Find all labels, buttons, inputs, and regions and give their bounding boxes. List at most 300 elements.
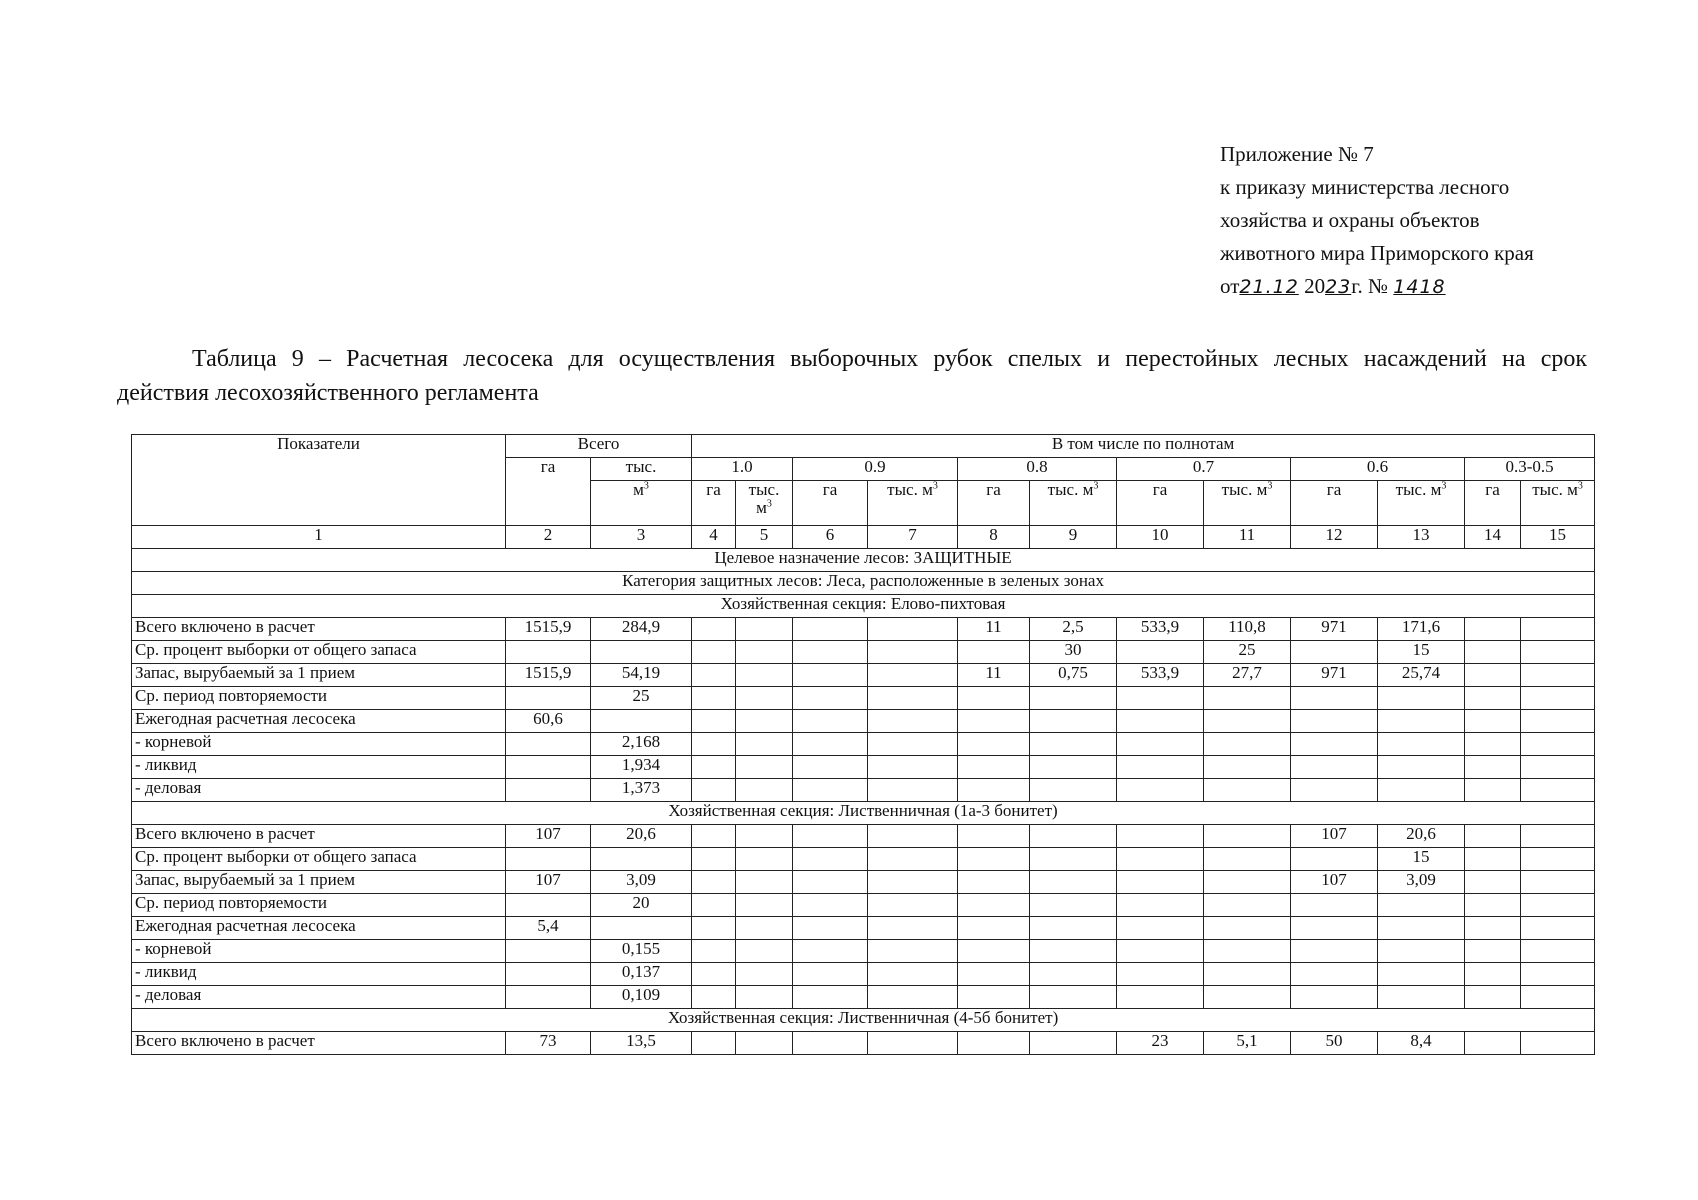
table-cell <box>1117 940 1204 963</box>
table-cell <box>958 687 1030 710</box>
table-row <box>132 825 1595 848</box>
column-number: 14 <box>1465 526 1521 549</box>
table-cell: 971 <box>1291 664 1378 687</box>
table-cell <box>1117 894 1204 917</box>
table-cell <box>1204 940 1291 963</box>
appendix-title: Приложение № 7 <box>1220 142 1374 166</box>
date-prefix: от <box>1220 274 1240 298</box>
header-unit-ha: га <box>1117 481 1204 526</box>
table-row <box>132 664 1595 687</box>
table-cell: 107 <box>1291 825 1378 848</box>
table-cell <box>868 618 958 641</box>
table-cell <box>958 917 1030 940</box>
handwritten-year: 23 <box>1325 276 1352 298</box>
table-cell: 971 <box>1291 618 1378 641</box>
appendix-line: хозяйства и охраны объектов <box>1220 208 1480 232</box>
table-cell <box>1204 986 1291 1009</box>
table-cell: 23 <box>1117 1032 1204 1055</box>
table-cell <box>1378 917 1465 940</box>
header-density: 0.3-0.5 <box>1465 458 1595 481</box>
table-row <box>132 986 1595 1009</box>
table-cell <box>506 733 591 756</box>
forest-category: Категория защитных лесов: Леса, расположенные в зеленых зонах <box>132 572 1595 595</box>
table-cell <box>1465 1032 1521 1055</box>
row-label: - деловая <box>132 779 506 802</box>
table-row <box>132 871 1595 894</box>
table-cell <box>1204 756 1291 779</box>
table-cell <box>958 963 1030 986</box>
table-cell <box>793 733 868 756</box>
column-number: 1 <box>132 526 506 549</box>
table-cell <box>736 641 793 664</box>
column-number: 11 <box>1204 526 1291 549</box>
table-cell <box>958 986 1030 1009</box>
table-cell <box>1117 986 1204 1009</box>
column-number: 13 <box>1378 526 1465 549</box>
section-title: Хозяйственная секция: Елово-пихтовая <box>132 595 1595 618</box>
table-cell <box>1030 894 1117 917</box>
appendix-line: животного мира Приморского края <box>1220 241 1534 265</box>
header-unit-ha: га <box>1291 481 1378 526</box>
table-cell <box>793 664 868 687</box>
table-cell <box>1465 825 1521 848</box>
table-cell: 0,155 <box>591 940 692 963</box>
table-cell <box>692 618 736 641</box>
table-cell <box>1521 733 1595 756</box>
row-label: Ежегодная расчетная лесосека <box>132 917 506 940</box>
table-cell <box>692 986 736 1009</box>
table-cell <box>868 756 958 779</box>
column-number: 12 <box>1291 526 1378 549</box>
table-cell <box>1117 963 1204 986</box>
table-cell <box>868 917 958 940</box>
table-cell <box>1117 917 1204 940</box>
table-cell <box>1465 641 1521 664</box>
table-cell <box>1521 848 1595 871</box>
table-cell: 20,6 <box>1378 825 1465 848</box>
table-cell <box>1030 986 1117 1009</box>
column-number: 8 <box>958 526 1030 549</box>
table-cell <box>1117 710 1204 733</box>
table-cell <box>506 687 591 710</box>
row-label: Ежегодная расчетная лесосека <box>132 710 506 733</box>
header-unit-ha: га <box>1465 481 1521 526</box>
table-cell <box>506 779 591 802</box>
table-cell: 171,6 <box>1378 618 1465 641</box>
table-row <box>132 710 1595 733</box>
table-cell: 2,168 <box>591 733 692 756</box>
table-cell <box>793 986 868 1009</box>
header-by-density: В том числе по полнотам <box>692 435 1595 458</box>
table-cell <box>793 917 868 940</box>
header-density: 0.6 <box>1291 458 1465 481</box>
table-cell <box>736 618 793 641</box>
table-cell <box>1521 963 1595 986</box>
row-label: Всего включено в расчет <box>132 618 506 641</box>
table-cell <box>958 894 1030 917</box>
table-cell: 54,19 <box>591 664 692 687</box>
table-cell <box>736 986 793 1009</box>
table-cell <box>1465 871 1521 894</box>
table-cell <box>793 710 868 733</box>
table-cell <box>692 641 736 664</box>
table-cell <box>1465 986 1521 1009</box>
table-cell: 25,74 <box>1378 664 1465 687</box>
table-cell <box>1378 894 1465 917</box>
appendix-line: к приказу министерства лесного <box>1220 175 1510 199</box>
table-cell: 8,4 <box>1378 1032 1465 1055</box>
table-cell <box>1117 871 1204 894</box>
column-number: 6 <box>793 526 868 549</box>
table-cell <box>591 917 692 940</box>
table-cell <box>1521 687 1595 710</box>
table-cell <box>793 779 868 802</box>
table-cell <box>506 641 591 664</box>
table-cell <box>868 710 958 733</box>
row-label: - корневой <box>132 940 506 963</box>
table-cell <box>1465 848 1521 871</box>
row-label: Всего включено в расчет <box>132 1032 506 1055</box>
column-number: 3 <box>591 526 692 549</box>
table-cell <box>1465 963 1521 986</box>
table-cell <box>793 894 868 917</box>
table-cell: 0,137 <box>591 963 692 986</box>
table-cell <box>1204 733 1291 756</box>
table-row <box>132 848 1595 871</box>
table-cell <box>736 848 793 871</box>
table-cell <box>793 871 868 894</box>
table-cell <box>1030 871 1117 894</box>
row-label: Ср. процент выборки от общего запаса <box>132 848 506 871</box>
table-cell: 11 <box>958 664 1030 687</box>
table-cell <box>1521 894 1595 917</box>
table-cell: 107 <box>506 825 591 848</box>
table-cell <box>868 1032 958 1055</box>
table-cell: 107 <box>506 871 591 894</box>
table-row <box>132 963 1595 986</box>
table-cell <box>1521 940 1595 963</box>
row-label: Всего включено в расчет <box>132 825 506 848</box>
table-cell: 15 <box>1378 848 1465 871</box>
table-cell <box>1030 733 1117 756</box>
table-cell <box>736 825 793 848</box>
table-row <box>132 618 1595 641</box>
table-cell <box>692 687 736 710</box>
table-cell <box>958 641 1030 664</box>
table-cell <box>1465 756 1521 779</box>
table-cell <box>868 687 958 710</box>
table-cell <box>1204 710 1291 733</box>
table-cell <box>1030 848 1117 871</box>
table-cell <box>506 940 591 963</box>
table-cell <box>958 779 1030 802</box>
table-cell <box>1204 917 1291 940</box>
table-cell <box>1465 940 1521 963</box>
table-cell: 25 <box>1204 641 1291 664</box>
table-cell <box>1030 756 1117 779</box>
table-cell <box>958 871 1030 894</box>
table-cell <box>1291 733 1378 756</box>
table-cell <box>958 848 1030 871</box>
header-unit-ha: га <box>692 481 736 526</box>
table-cell: 73 <box>506 1032 591 1055</box>
table-row <box>132 779 1595 802</box>
table-cell <box>1291 917 1378 940</box>
caption-line-1: Таблица 9 – Расчетная лесосека для осуществления выборочных рубок спелых и перестойных лесных насаждений на срок <box>192 346 1587 372</box>
table-cell <box>1030 1032 1117 1055</box>
table-cell <box>1204 963 1291 986</box>
table-cell <box>1204 871 1291 894</box>
column-number: 7 <box>868 526 958 549</box>
table-cell <box>692 871 736 894</box>
table-cell <box>1117 641 1204 664</box>
row-label: Запас, вырубаемый за 1 прием <box>132 871 506 894</box>
table-cell <box>1030 687 1117 710</box>
table-cell: 20 <box>591 894 692 917</box>
table-cell <box>1291 641 1378 664</box>
table-row <box>132 641 1595 664</box>
table-cell <box>793 618 868 641</box>
table-cell: 0,75 <box>1030 664 1117 687</box>
table-cell <box>692 917 736 940</box>
table-cell <box>1521 618 1595 641</box>
header-density: 0.7 <box>1117 458 1291 481</box>
table-caption <box>117 342 1587 410</box>
table-cell <box>1521 917 1595 940</box>
table-cell: 533,9 <box>1117 618 1204 641</box>
table-cell <box>692 1032 736 1055</box>
table-cell <box>1465 894 1521 917</box>
table-cell <box>736 963 793 986</box>
header-total-ha: га <box>506 458 591 526</box>
header-density: 0.8 <box>958 458 1117 481</box>
table-cell: 1,934 <box>591 756 692 779</box>
header-unit-m3: $м^3$ <box>591 481 692 526</box>
table-cell <box>1465 664 1521 687</box>
table-cell <box>692 664 736 687</box>
table-cell <box>1030 917 1117 940</box>
table-cell <box>868 986 958 1009</box>
table-cell: 533,9 <box>1117 664 1204 687</box>
table-cell <box>1465 687 1521 710</box>
table-cell <box>1204 779 1291 802</box>
header-unit-thous-m3: тыс. $м^3$ <box>736 481 793 526</box>
table-row <box>132 687 1595 710</box>
header-unit-thous-m3: тыс. $м^3$ <box>1204 481 1291 526</box>
header-unit-thous-m3: тыс. $м^3$ <box>1030 481 1117 526</box>
table-cell <box>1030 963 1117 986</box>
table-cell <box>736 664 793 687</box>
table-cell <box>793 756 868 779</box>
table-cell <box>868 963 958 986</box>
table-cell <box>1521 756 1595 779</box>
table-cell <box>1117 825 1204 848</box>
table-cell <box>958 1032 1030 1055</box>
header-total-thous: тыс. <box>591 458 692 481</box>
header-indicators: Показатели <box>132 435 506 526</box>
table-cell <box>958 825 1030 848</box>
table-cell: 30 <box>1030 641 1117 664</box>
table-cell <box>1521 664 1595 687</box>
table-cell <box>793 963 868 986</box>
table-cell <box>1291 894 1378 917</box>
table-cell <box>1291 940 1378 963</box>
table-cell: 15 <box>1378 641 1465 664</box>
row-label: Ср. процент выборки от общего запаса <box>132 641 506 664</box>
row-label: Ср. период повторяемости <box>132 894 506 917</box>
section-title: Хозяйственная секция: Лиственничная (1а-3 бонитет) <box>132 802 1595 825</box>
table-cell <box>1465 710 1521 733</box>
table-cell <box>1204 825 1291 848</box>
table-cell <box>1521 779 1595 802</box>
table-cell <box>736 710 793 733</box>
table-cell <box>868 641 958 664</box>
table-cell <box>1465 917 1521 940</box>
table-cell <box>506 756 591 779</box>
table-row <box>132 917 1595 940</box>
header-density: 1.0 <box>692 458 793 481</box>
table-cell <box>692 963 736 986</box>
table-cell <box>868 664 958 687</box>
table-cell <box>1030 779 1117 802</box>
header-unit-thous-m3: тыс. $м^3$ <box>868 481 958 526</box>
row-label: Ср. период повторяемости <box>132 687 506 710</box>
column-number: 9 <box>1030 526 1117 549</box>
section-title: Хозяйственная секция: Лиственничная (4-5б бонитет) <box>132 1009 1595 1032</box>
table-cell <box>1030 825 1117 848</box>
table-row <box>132 733 1595 756</box>
table-cell <box>1291 963 1378 986</box>
table-cell: 0,109 <box>591 986 692 1009</box>
table-cell <box>958 940 1030 963</box>
table-cell <box>1291 848 1378 871</box>
column-number: 2 <box>506 526 591 549</box>
header-unit-thous-m3: тыс. $м^3$ <box>1521 481 1595 526</box>
table-cell <box>1291 986 1378 1009</box>
row-label: - деловая <box>132 986 506 1009</box>
table-cell <box>506 848 591 871</box>
table-cell: 27,7 <box>1204 664 1291 687</box>
handwritten-order-number: 1418 <box>1393 276 1446 298</box>
table-cell <box>1521 825 1595 848</box>
column-number: 15 <box>1521 526 1595 549</box>
table-cell: 11 <box>958 618 1030 641</box>
column-number-row <box>132 526 1595 549</box>
table-cell <box>1291 756 1378 779</box>
row-label: - ликвид <box>132 963 506 986</box>
table-cell: 110,8 <box>1204 618 1291 641</box>
row-label: - корневой <box>132 733 506 756</box>
table-cell <box>1521 710 1595 733</box>
column-number: 10 <box>1117 526 1204 549</box>
table-cell: 5,1 <box>1204 1032 1291 1055</box>
table-cell <box>1465 733 1521 756</box>
header-unit-ha: га <box>793 481 868 526</box>
table-cell <box>692 940 736 963</box>
table-cell <box>736 894 793 917</box>
table-cell <box>868 733 958 756</box>
table-cell <box>1117 756 1204 779</box>
table-row <box>132 1032 1595 1055</box>
table-cell <box>1291 779 1378 802</box>
table-cell <box>1521 641 1595 664</box>
table-cell <box>736 1032 793 1055</box>
header-density: 0.9 <box>793 458 958 481</box>
table-cell <box>692 894 736 917</box>
table-cell: 3,09 <box>591 871 692 894</box>
table-cell: 5,4 <box>506 917 591 940</box>
table-cell <box>793 641 868 664</box>
table-cell <box>736 687 793 710</box>
table-cell <box>1291 710 1378 733</box>
table-cell <box>1204 894 1291 917</box>
table-cell <box>692 848 736 871</box>
table-cell <box>1521 1032 1595 1055</box>
table-cell <box>868 848 958 871</box>
table-cell: 1515,9 <box>506 618 591 641</box>
table-cell <box>692 825 736 848</box>
table-cell <box>506 963 591 986</box>
column-number: 5 <box>736 526 793 549</box>
table-cell <box>1117 779 1204 802</box>
table-cell <box>958 710 1030 733</box>
table-cell <box>793 825 868 848</box>
table-cell <box>1465 618 1521 641</box>
table-cell <box>591 641 692 664</box>
header-total: Всего <box>506 435 692 458</box>
table-cell <box>736 917 793 940</box>
table-cell <box>958 733 1030 756</box>
header-unit-ha: га <box>958 481 1030 526</box>
handwritten-date: 21.12 <box>1239 276 1299 298</box>
table-cell <box>1117 687 1204 710</box>
appendix-date-line <box>1220 270 1534 304</box>
table-cell <box>591 710 692 733</box>
table-cell <box>1378 710 1465 733</box>
table-cell <box>736 756 793 779</box>
table-cell <box>1378 733 1465 756</box>
table-cell: 1,373 <box>591 779 692 802</box>
forest-cut-table <box>131 434 1595 1055</box>
table-cell <box>736 733 793 756</box>
table-cell: 13,5 <box>591 1032 692 1055</box>
forest-purpose: Целевое назначение лесов: ЗАЩИТНЫЕ <box>132 549 1595 572</box>
table-cell <box>1521 871 1595 894</box>
table-cell <box>506 986 591 1009</box>
table-cell <box>1291 687 1378 710</box>
table-cell <box>692 756 736 779</box>
column-number: 4 <box>692 526 736 549</box>
table-cell <box>868 940 958 963</box>
table-cell <box>793 687 868 710</box>
table-cell <box>1030 710 1117 733</box>
table-cell <box>692 710 736 733</box>
row-label: - ликвид <box>132 756 506 779</box>
table-cell <box>692 733 736 756</box>
table-cell: 107 <box>1291 871 1378 894</box>
table-cell: 25 <box>591 687 692 710</box>
table-cell <box>868 825 958 848</box>
table-cell: 3,09 <box>1378 871 1465 894</box>
table-row <box>132 894 1595 917</box>
table-cell: 1515,9 <box>506 664 591 687</box>
table-row <box>132 756 1595 779</box>
table-cell: 60,6 <box>506 710 591 733</box>
table-cell: 20,6 <box>591 825 692 848</box>
table-cell <box>1204 687 1291 710</box>
table-cell <box>958 756 1030 779</box>
table-cell <box>736 940 793 963</box>
